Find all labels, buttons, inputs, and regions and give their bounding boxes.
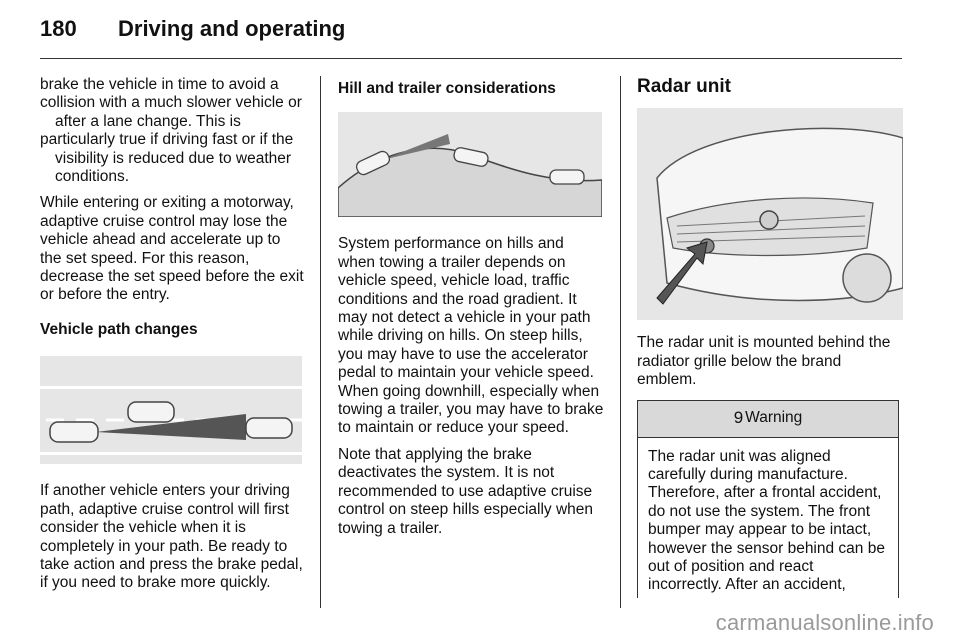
brand-emblem-icon [760, 211, 778, 229]
paragraph-brake-lines-1-2: brake the vehicle in time to avoid a collision with a much slower vehicle or [40, 76, 302, 112]
lead-car-icon [246, 418, 292, 438]
column-divider-left [320, 76, 321, 608]
paragraph-brake [40, 76, 306, 186]
page-header [40, 16, 902, 46]
subheading-vehicle-path: Vehicle path changes [40, 320, 198, 338]
vehicle-path-illustration [40, 356, 302, 464]
column-2 [338, 76, 604, 546]
paragraph-brake-line-3: after a lane change. This is [55, 112, 241, 130]
paragraph-motorway: While entering or exiting a motorway, adaptive cruise control may lose the vehicle ahead and accelerate up to the set speed. For this reason, decrease the set speed before the exit or before the entry. [40, 194, 304, 304]
car-valley-icon [550, 170, 584, 184]
paragraph-brake-line-5: visibility is reduced due to weather [55, 149, 292, 167]
paragraph-brake-note: Note that applying the brake deactivates the system. It is not recommended to use adaptive cruise control on steep hills especially when towing a trailer. [338, 445, 594, 537]
column-1 [40, 76, 306, 601]
paragraph-brake-line-6: conditions. [55, 168, 130, 186]
warning-title: Warning [745, 409, 803, 427]
warning-header [638, 401, 898, 438]
paragraph-brake-line-4: particularly true if driving fast or if the [40, 131, 294, 149]
heading-radar-unit: Radar unit [637, 76, 731, 97]
own-car-icon [50, 422, 98, 442]
header-rule [40, 58, 902, 59]
column-3 [637, 76, 903, 598]
warning-box [637, 400, 899, 598]
subheading-hill-trailer: Hill and trailer considerations [338, 80, 556, 97]
warning-symbol-icon: 9 [733, 408, 744, 428]
merging-car-icon [128, 402, 174, 422]
hill-illustration [338, 112, 602, 217]
paragraph-radar-location: The radar unit is mounted behind the radiator grille below the brand emblem. [637, 334, 891, 389]
radar-unit-illustration [637, 108, 903, 320]
wheel-icon [843, 254, 891, 302]
warning-body: The radar unit was aligned carefully during manufacture. Therefore, after a frontal accident, do not use the system. The front bumper may appear to be intact, however the sensor behind can be out of position and react incorrectly. After an accident, [648, 447, 885, 594]
paragraph-path-change: If another vehicle enters your driving path, adaptive cruise control will first consider the vehicle when it is completely in your path. Be ready to take action and press the brake pedal, if you need to brake more quickly. [40, 482, 303, 592]
section-title: Driving and operating [118, 16, 346, 41]
paragraph-hills: System performance on hills and when towing a trailer depends on vehicle speed, vehicle load, traffic conditions and the road gradient. It may not detect a vehicle in your path while driving on hills. On steep hills, you may have to use the accelerator pedal to maintain your vehicle speed. When going downhill, especially when towing a trailer, you may have to brake to maintain or reduce your speed. [338, 235, 604, 437]
watermark: carmanualsonline.info [715, 610, 934, 635]
column-divider-right [620, 76, 621, 608]
page-number: 180 [40, 16, 77, 41]
